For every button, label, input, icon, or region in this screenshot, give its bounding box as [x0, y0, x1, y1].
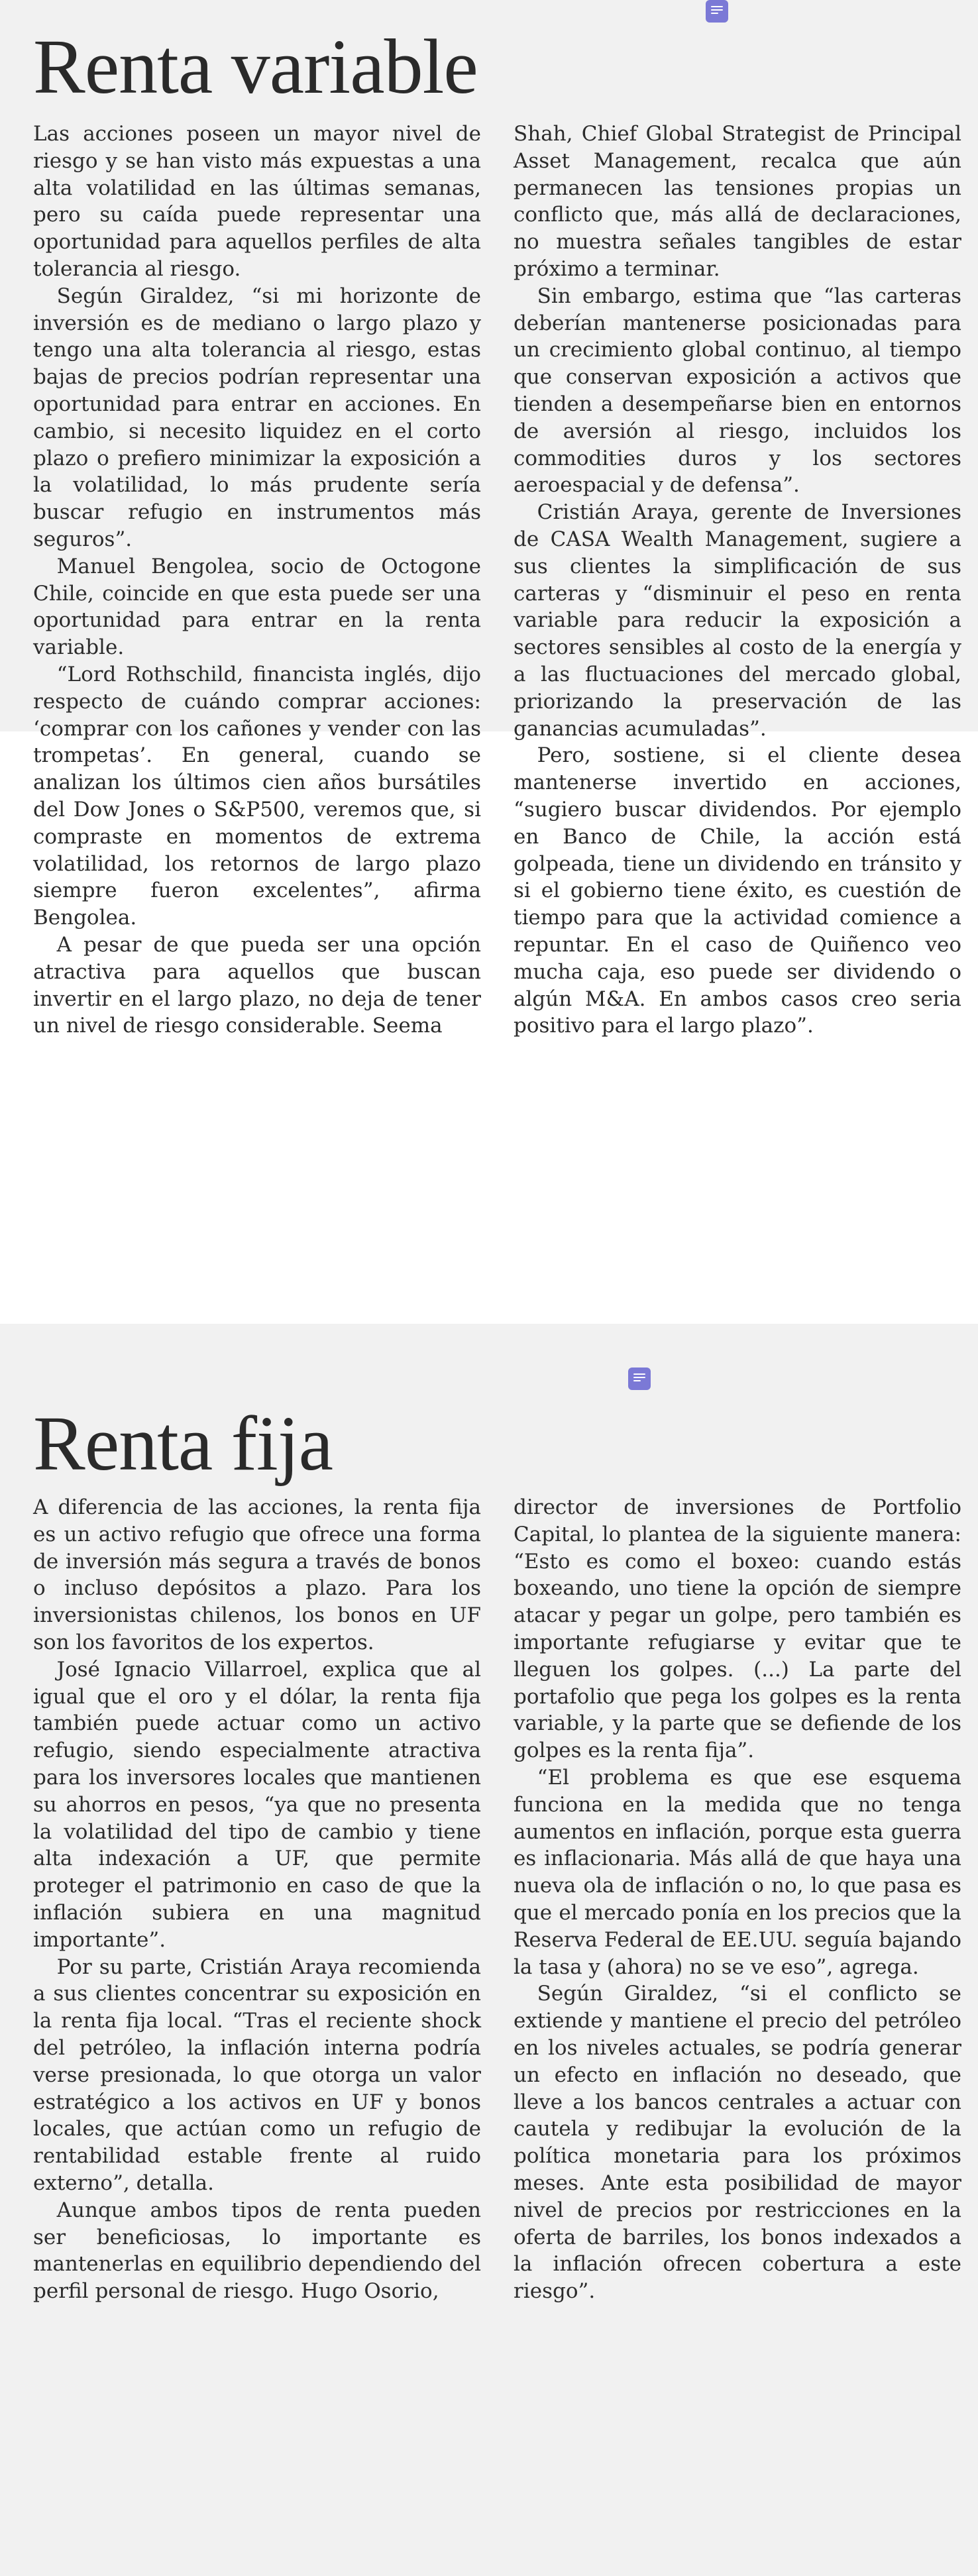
- section-renta-fija: [0, 1324, 978, 2576]
- article-column-right: [514, 1494, 961, 2305]
- paragraph: “El problema es que ese esquema funciona en la medida que no tenga aumentos en inflación, porque esta guerra es inflacionaria. Más allá de que haya una nueva ola de inflación o no, lo que pasa es que el mercado ponía en los precios que la Reserva Federal de EE.UU. seguía bajando la tasa y (ahora) no se ve eso”, agrega.: [514, 1765, 961, 1979]
- article-column-left: [33, 1494, 481, 2305]
- article-column-right: [514, 121, 961, 1040]
- paragraph: A diferencia de las acciones, la renta fija es un activo refugio que ofrece una forma de inversión más segura a través de bonos o incluso depósitos a plazo. Para los inversionistas chilenos, los bonos en UF son los favoritos de los expertos.: [33, 1495, 481, 1654]
- section-title: Renta fija: [33, 1400, 333, 1487]
- article-column-left: [33, 121, 481, 1040]
- section-renta-variable: [0, 0, 978, 1038]
- comment-icon[interactable]: [628, 1368, 651, 1390]
- paragraph: Cristián Araya, gerente de Inversiones de CASA Wealth Management, sugiere a sus clientes la simplificación de sus carteras y “disminuir el peso en renta variable para reducir la exposición a sectores sensibles al costo de la energía y a las fluctuaciones del mercado global, priorizando la preservación de las ganancias acumuladas”.: [514, 500, 961, 741]
- paragraph: Manuel Bengolea, socio de Octogone Chile, coincide en que esta puede ser una oportunidad para entrar en la renta variable.: [33, 554, 481, 660]
- paragraph: Las acciones poseen un mayor nivel de riesgo y se han visto más expuestas a una alta volatilidad en las últimas semanas, pero su caída puede representar una oportunidad para aquellos perfiles de alta tolerancia al riesgo.: [33, 122, 481, 281]
- comment-icon[interactable]: [706, 0, 728, 23]
- paragraph: Aunque ambos tipos de renta pueden ser beneficiosas, lo importante es mantenerlas en equilibrio dependiendo del perfil personal de riesgo. Hugo Osorio,: [33, 2198, 481, 2304]
- paragraph: Pero, sostiene, si el cliente desea mantenerse invertido en acciones, “sugiero buscar dividendos. Por ejemplo en Banco de Chile, la acción está golpeada, tiene un dividendo en tránsito y si el gobierno tiene éxito, es cuestión de tiempo para que la actividad comience a repuntar. En el caso de Quiñenco veo mucha caja, eso puede ser dividendo o algún M&A. En ambos casos creo seria positivo para el largo plazo”.: [514, 743, 961, 1038]
- paragraph: José Ignacio Villarroel, explica que al igual que el oro y el dólar, la renta fija también puede actuar como un activo refugio, siendo especialmente atractiva para los inversores locales que mantienen su ahorros en pesos, “ya que no presenta la volatilidad del tipo de cambio y tiene alta indexación a UF, que permite proteger el patrimonio en caso de que la inflación subiera en una magnitud importante”.: [33, 1657, 481, 1952]
- section-title: Renta variable: [33, 23, 478, 110]
- paragraph: director de inversiones de Portfolio Capital, lo plantea de la siguiente manera: “Esto es como el boxeo: cuando estás boxeando, uno tiene la opción de siempre atacar y pegar un golpe, pero también es importante refugiarse y evitar que te lleguen los golpes. (...) La parte del portafolio que pega los golpes es la renta variable, y la parte que se defiende de los golpes es la renta fija”.: [514, 1495, 961, 1763]
- paragraph: Por su parte, Cristián Araya recomienda a sus clientes concentrar su exposición en la renta fija local. “Tras el reciente shock del petróleo, la inflación interna podría verse presionada, lo que otorga un valor estratégico a los activos en UF y bonos locales, que actúan como un refugio de rentabilidad estable frente al ruido externo”, detalla.: [33, 1955, 481, 2195]
- paragraph: A pesar de que pueda ser una opción atractiva para aquellos que buscan invertir en el largo plazo, no deja de tener un nivel de riesgo considerable. Seema: [33, 932, 481, 1038]
- paragraph: “Lord Rothschild, financista inglés, dijo respecto de cuándo comprar acciones: ‘comprar con los cañones y vender con las trompetas’. En general, cuando se analizan los últimos cien años bursátiles del Dow Jones o S&P500, veremos que, si compraste en momentos de extrema volatilidad, los retornos de largo plazo siempre fueron excelentes”, afirma Bengolea.: [33, 662, 481, 930]
- paragraph: Según Giraldez, “si mi horizonte de inversión es de mediano o largo plazo y tengo una alta tolerancia al riesgo, estas bajas de precios podrían representar una oportunidad para entrar en acciones. En cambio, si necesito liquidez en el corto plazo o prefiero minimizar la exposición a la volatilidad, lo más prudente sería buscar refugio en instrumentos más seguros”.: [33, 284, 481, 551]
- paragraph: Shah, Chief Global Strategist de Principal Asset Management, recalca que aún permanecen las tensiones propias un conflicto que, más allá de declaraciones, no muestra señales tangibles de estar próximo a terminar.: [514, 122, 961, 281]
- paragraph: Según Giraldez, “si el conflicto se extiende y mantiene el precio del petróleo en los niveles actuales, se podría generar un efecto en inflación no deseado, que lleve a los bancos centrales a actuar con cautela y redibujar la evolución de la política monetaria para los próximos meses. Ante esta posibilidad de mayor nivel de precios por restricciones en la oferta de barriles, los bonos indexados a la inflación ofrecen cobertura a este riesgo”.: [514, 1982, 961, 2304]
- paragraph: Sin embargo, estima que “las carteras deberían mantenerse posicionadas para un crecimiento global continuo, al tiempo que conservan exposición a activos que tienden a desempeñarse bien en entornos de aversión al riesgo, incluidos los commodities duros y los sectores aeroespacial y de defensa”.: [514, 284, 961, 498]
